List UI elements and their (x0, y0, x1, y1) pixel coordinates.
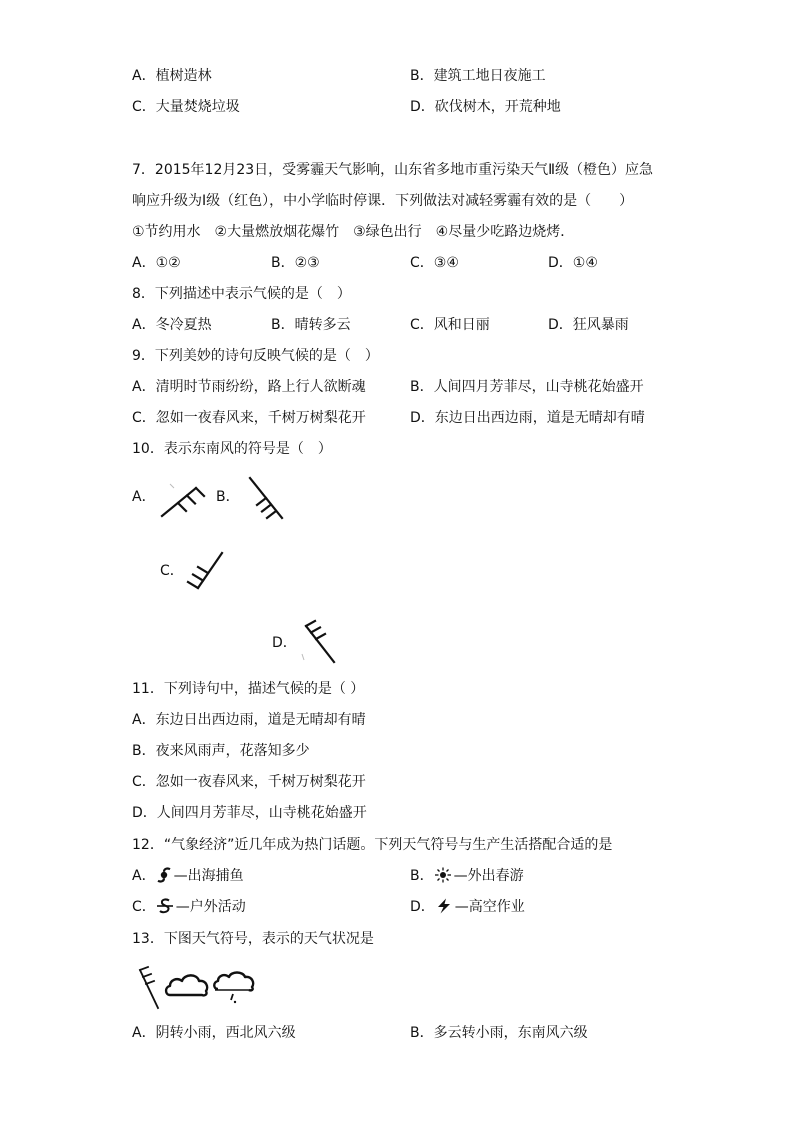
q8-option-d: D．狂风暴雨 (548, 317, 629, 333)
q9-option-a: A．清明时节雨纷纷，路上行人欲断魂 (132, 379, 366, 395)
q11-option-a: A．东边日出西边雨，道是无晴却有晴 (132, 712, 366, 728)
q6-option-c: C．大量焚烧垃圾 (132, 99, 240, 115)
q8-stem: 8．下列描述中表示气候的是（ ） (132, 286, 351, 302)
q8-option-a: A．冬冷夏热 (132, 317, 212, 333)
q12-option-a (132, 867, 244, 885)
cloudy-icon (164, 972, 210, 998)
light-rain-icon (212, 970, 256, 1006)
q7-stem-line1: 7．2015年12月23日，受雾霾天气影响，山东省多地市重污染天气Ⅱ级（橙色）应急 (132, 162, 654, 178)
q10-option-b-label: B． (216, 489, 240, 505)
wind-symbol-a-icon (158, 482, 208, 520)
q10-option-d-label: D． (272, 635, 297, 651)
q6-option-d: D．砍伐树木，开荒种地 (410, 99, 561, 115)
q12-option-c (132, 898, 246, 916)
q9-option-d: D．东边日出西边雨，道是无晴却有晴 (410, 410, 645, 426)
q7-option-b: B．②③ (271, 255, 320, 271)
q11-option-d: D．人间四月芳菲尽，山寺桃花始盛开 (132, 805, 367, 821)
q12-option-d-text: —高空作业 (454, 899, 525, 915)
typhoon-icon (156, 867, 172, 883)
q7-stem-line2: 响应升级为Ⅰ级（红色），中小学临时停课．下列做法对减轻雾霾有效的是（ ） (132, 193, 634, 209)
q12-option-c-label: C． (132, 899, 156, 915)
q8-option-b: B．晴转多云 (271, 317, 351, 333)
q13-option-b: B．多云转小雨，东南风六级 (410, 1025, 588, 1041)
q12-option-b-text: —外出春游 (453, 868, 524, 884)
q12-option-a-label: A． (132, 868, 156, 884)
q11-option-b: B．夜来风雨声，花落知多少 (132, 743, 310, 759)
wind-northwest-icon (136, 966, 166, 1012)
q12-option-d-label: D． (410, 899, 435, 915)
sunny-icon (434, 867, 452, 883)
q12-stem: 12．“气象经济”近几年成为热门话题。下列天气符号与生产生活搭配合适的是 (132, 837, 613, 853)
q7-option-d: D．①④ (548, 255, 598, 271)
q6-option-b: B．建筑工地日夜施工 (410, 68, 546, 84)
wind-symbol-b-icon (244, 474, 288, 524)
wind-symbol-d-icon (298, 620, 342, 668)
q12-option-b-label: B． (410, 868, 434, 884)
q10-stem: 10．表示东南风的符号是（ ） (132, 441, 332, 457)
q7-items: ①节约用水 ②大量燃放烟花爆竹 ③绿色出行 ④尽量少吃路边烧烤． (132, 224, 575, 240)
q9-stem: 9．下列美妙的诗句反映气候的是（ ） (132, 348, 379, 364)
q10-option-c-label: C． (160, 563, 184, 579)
q7-option-c: C．③④ (410, 255, 459, 271)
q12-option-a-text: —出海捕鱼 (173, 868, 244, 884)
sandstorm-icon (156, 898, 174, 914)
thunderstorm-icon (435, 898, 453, 914)
wind-symbol-c-icon (184, 550, 228, 592)
q12-option-c-text: —户外活动 (175, 899, 246, 915)
q6-option-a: A．植树造林 (132, 68, 212, 84)
q8-option-c: C．风和日丽 (410, 317, 490, 333)
q7-option-a: A．①② (132, 255, 181, 271)
q12-option-d (410, 898, 525, 916)
q13-stem: 13．下图天气符号，表示的天气状况是 (132, 931, 374, 947)
q11-stem: 11．下列诗句中，描述气候的是（ ） (132, 681, 365, 697)
q13-option-a: A．阴转小雨，西北风六级 (132, 1025, 296, 1041)
q9-option-c: C．忽如一夜春风来，千树万树梨花开 (132, 410, 366, 426)
q11-option-c: C．忽如一夜春风来，千树万树梨花开 (132, 774, 366, 790)
q12-option-b (410, 867, 524, 885)
q9-option-b: B．人间四月芳菲尽，山寺桃花始盛开 (410, 379, 644, 395)
q10-option-a-label: A． (132, 489, 156, 505)
